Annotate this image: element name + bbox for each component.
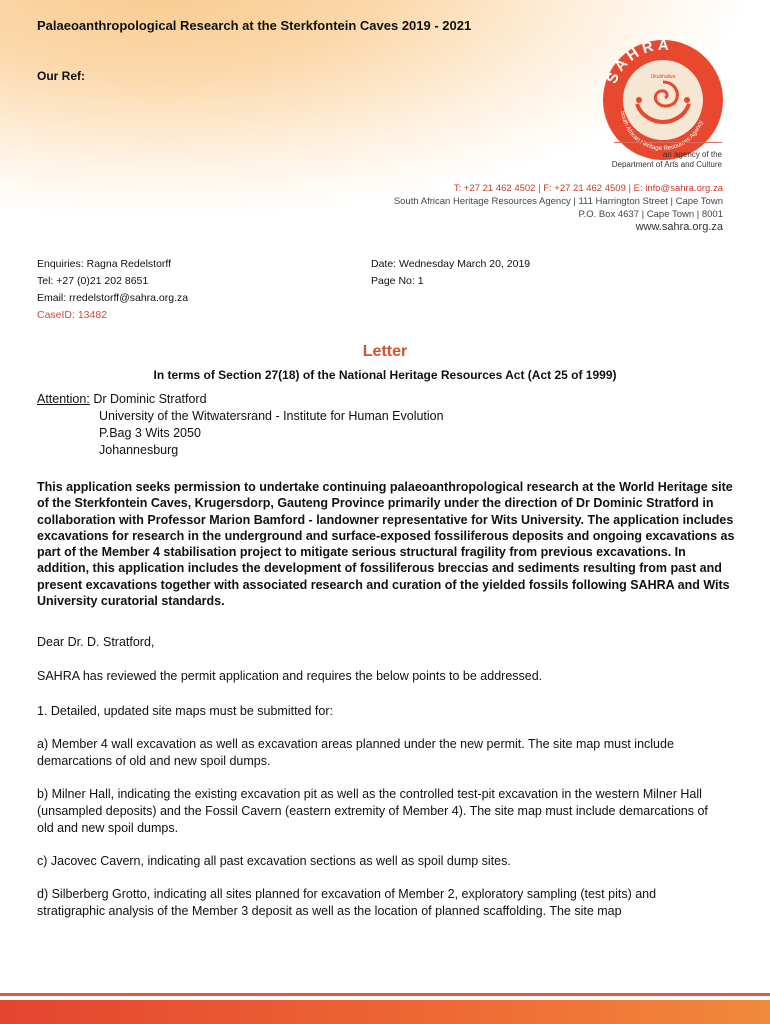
document-title: Palaeoanthropological Research at the Sterkfontein Caves 2019 - 2021 bbox=[37, 18, 472, 33]
contact-address-1: South African Heritage Resources Agency | 111 Harrington Street | Cape Town bbox=[393, 196, 723, 207]
letter-heading: Letter bbox=[362, 343, 408, 360]
contact-phones: T: +27 21 462 4502 | F: +27 21 462 4509 | E: info@sahra.org.za bbox=[453, 183, 723, 194]
paragraph-site-maps: 1. Detailed, updated site maps must be submitted for: bbox=[37, 704, 333, 718]
page-number: Page No: 1 bbox=[371, 275, 424, 287]
contact-block bbox=[394, 182, 723, 234]
enquiries-tel: Tel: +27 (0)21 202 8651 bbox=[37, 275, 149, 287]
letter-date: Date: Wednesday March 20, 2019 bbox=[371, 258, 531, 270]
logo-acronym: S A H R A bbox=[603, 38, 669, 87]
contact-address-2: P.O. Box 4637 | Cape Town | 8001 bbox=[578, 209, 723, 220]
logo-inner-text: Ukubhalwa bbox=[650, 74, 676, 80]
our-ref: Our Ref: bbox=[37, 69, 85, 83]
sahra-logo bbox=[601, 38, 725, 162]
agency-divider bbox=[614, 142, 722, 143]
logo-ring-text: South African Heritage Resources Agency bbox=[619, 110, 705, 153]
date-block bbox=[371, 256, 530, 290]
enquiries-name: Enquiries: Ragna Redelstorff bbox=[37, 258, 172, 270]
enquiries-block bbox=[37, 256, 188, 324]
footer-stripe-thin bbox=[0, 993, 770, 996]
enquiries-email[interactable]: Email: rredelstorff@sahra.org.za bbox=[37, 292, 189, 304]
address-line: Johannesburg bbox=[99, 443, 179, 457]
attention-name: Dr Dominic Stratford bbox=[93, 392, 207, 406]
application-summary: This application seeks permission to undertake continuing palaeoanthropological research at the World Heritage site of the Sterkfontein Caves, Krugersdorp, Gauteng Province primarily under the direction of Dr Dominic Stratford in collaboration with Professor Marion Bamford - landowner representative for Wits University. The application includes excavations for research in the underground and surface-exposed fossiliferous deposits and ongoing excavations as part of the Member 4 stabilisation project to mitigate serious structural fragility from previous excavations. In addition, this application includes the development of fossiliferous breccias and sediments resulting from past and present excavations together with associated research and curation of the yielded fossils following SAHRA and Wits University curatorial standards. bbox=[37, 480, 735, 609]
attention-label: Attention: bbox=[37, 392, 90, 406]
agency-text: an agency of the Department of Arts and Culture bbox=[611, 150, 722, 169]
item-member-4: a) Member 4 wall excavation as well as excavation areas planned under the new permit. The site map must include demarcations of old and new spoil dumps. bbox=[37, 737, 674, 768]
attention-line bbox=[37, 391, 207, 408]
case-id: CaseID: 13482 bbox=[37, 309, 108, 321]
item-silberberg-grotto: d) Silberberg Grotto, indicating all sites planned for excavation of Member 2, exploratory sampling (test pits) and stratigraphic analysis of the Member 3 deposit as well as the location of planned scaffolding. The site map bbox=[37, 887, 657, 918]
paragraph-review: SAHRA has reviewed the permit application and requires the below points to be addressed. bbox=[37, 669, 543, 683]
item-milner-hall: b) Milner Hall, indicating the existing excavation pit as well as the controlled test-pit excavation in the western Milner Hall (unsampled deposits) and the Fossil Cavern (eastern extremity of Member 4). The site map must include demarcations of old and new spoil dumps. bbox=[37, 787, 708, 835]
address-line: P.Bag 3 Wits 2050 bbox=[99, 426, 201, 440]
item-jacovec-cavern: c) Jacovec Cavern, indicating all past excavation sections as well as spoil dump sites. bbox=[37, 854, 511, 868]
footer-stripe bbox=[0, 1000, 770, 1024]
contact-website[interactable]: www.sahra.org.za bbox=[635, 221, 723, 233]
salutation: Dear Dr. D. Stratford, bbox=[37, 635, 155, 649]
act-reference: In terms of Section 27(18) of the National Heritage Resources Act (Act 25 of 1999) bbox=[153, 368, 617, 382]
recipient-address bbox=[99, 408, 444, 459]
address-line: University of the Witwatersrand - Institute for Human Evolution bbox=[99, 409, 444, 423]
